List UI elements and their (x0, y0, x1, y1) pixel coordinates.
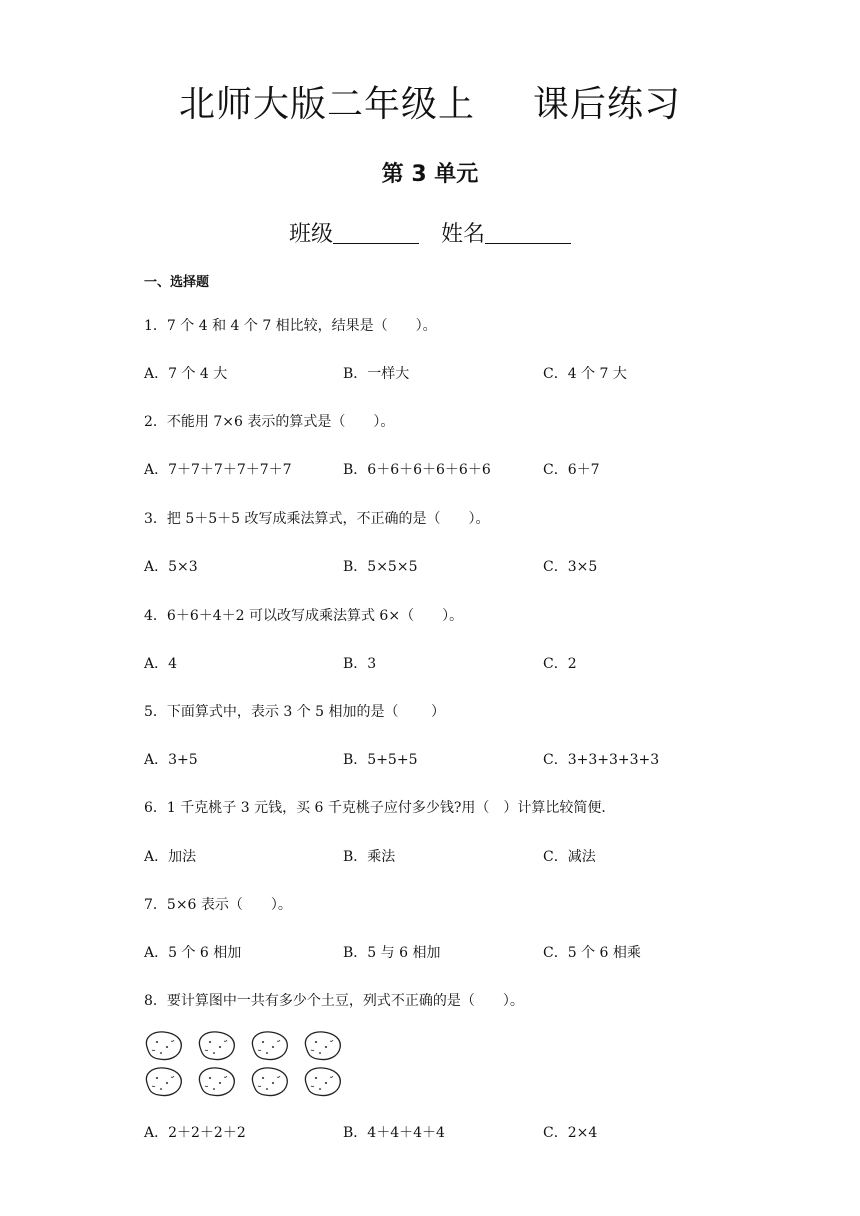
question-stem: 3．把 5＋5＋5 改写成乘法算式，不正确的是（ ）。 (144, 511, 490, 527)
worksheet-title (0, 76, 860, 127)
option-c[interactable]: C．2 (543, 656, 577, 672)
potato-icon (305, 1068, 340, 1096)
option-a[interactable]: A．加法 (144, 849, 197, 865)
potato-icon (199, 1068, 234, 1096)
option-b[interactable]: B．乘法 (343, 849, 396, 865)
potato-icon (305, 1032, 340, 1060)
name-blank[interactable] (485, 223, 571, 244)
potato-icon (252, 1068, 287, 1096)
option-a[interactable]: A．7 个 4 大 (144, 366, 228, 382)
title-left: 北师大版二年级上 (178, 84, 475, 125)
option-b[interactable]: B．5 与 6 相加 (343, 945, 441, 961)
option-c[interactable]: C．减法 (543, 849, 596, 865)
option-c[interactable]: C．5 个 6 相乘 (543, 945, 641, 961)
class-label: 班级 (288, 222, 333, 247)
option-c[interactable]: C．4 个 7 大 (543, 366, 627, 382)
option-b[interactable]: B．3 (343, 656, 377, 672)
option-a[interactable]: A．3+5 (144, 752, 198, 768)
question-stem: 8．要计算图中一共有多少个土豆，列式不正确的是（ ）。 (144, 993, 524, 1009)
title-right: 课后练习 (533, 84, 682, 125)
section-title: 一、选择题 (144, 275, 210, 290)
potato-icon (252, 1032, 287, 1060)
question-stem: 7．5×6 表示（ ）。 (144, 897, 292, 913)
question-stem: 2．不能用 7×6 表示的算式是（ ）。 (144, 414, 395, 430)
question-stem: 6．1 千克桃子 3 元钱，买 6 千克桃子应付多少钱?用（ ）计算比较简便． (144, 800, 616, 816)
potato-icon (146, 1032, 181, 1060)
option-a[interactable]: A．2＋2＋2＋2 (144, 1125, 246, 1141)
option-b[interactable]: B．6＋6＋6＋6＋6＋6 (343, 462, 491, 478)
potato-icon (199, 1032, 234, 1060)
class-blank[interactable] (333, 223, 419, 244)
option-c[interactable]: C．3+3+3+3+3 (543, 752, 660, 768)
student-info-fields (0, 217, 860, 248)
option-b[interactable]: B．5×5×5 (343, 559, 418, 575)
option-b[interactable]: B．5+5+5 (343, 752, 418, 768)
option-a[interactable]: A．7＋7＋7＋7＋7＋7 (144, 462, 292, 478)
option-a[interactable]: A．5×3 (144, 559, 198, 575)
option-c[interactable]: C．3×5 (543, 559, 598, 575)
option-a[interactable]: A．5 个 6 相加 (144, 945, 242, 961)
question-stem: 4．6＋6＋4＋2 可以改写成乘法算式 6×（ ）。 (144, 608, 464, 624)
question-stem: 5．下面算式中，表示 3 个 5 相加的是（ ） (144, 704, 445, 720)
name-label: 姓名 (441, 222, 486, 247)
unit-heading: 第 3 单元 (381, 162, 479, 187)
option-b[interactable]: B．4＋4＋4＋4 (343, 1125, 445, 1141)
option-c[interactable]: C．2×4 (543, 1125, 598, 1141)
question-stem: 1．7 个 4 和 4 个 7 相比较，结果是（ ）。 (144, 318, 437, 334)
potato-icon (146, 1068, 181, 1096)
option-a[interactable]: A．4 (144, 656, 178, 672)
option-c[interactable]: C．6＋7 (543, 462, 600, 478)
potato-figure (140, 1028, 346, 1100)
option-b[interactable]: B．一样大 (343, 366, 410, 382)
